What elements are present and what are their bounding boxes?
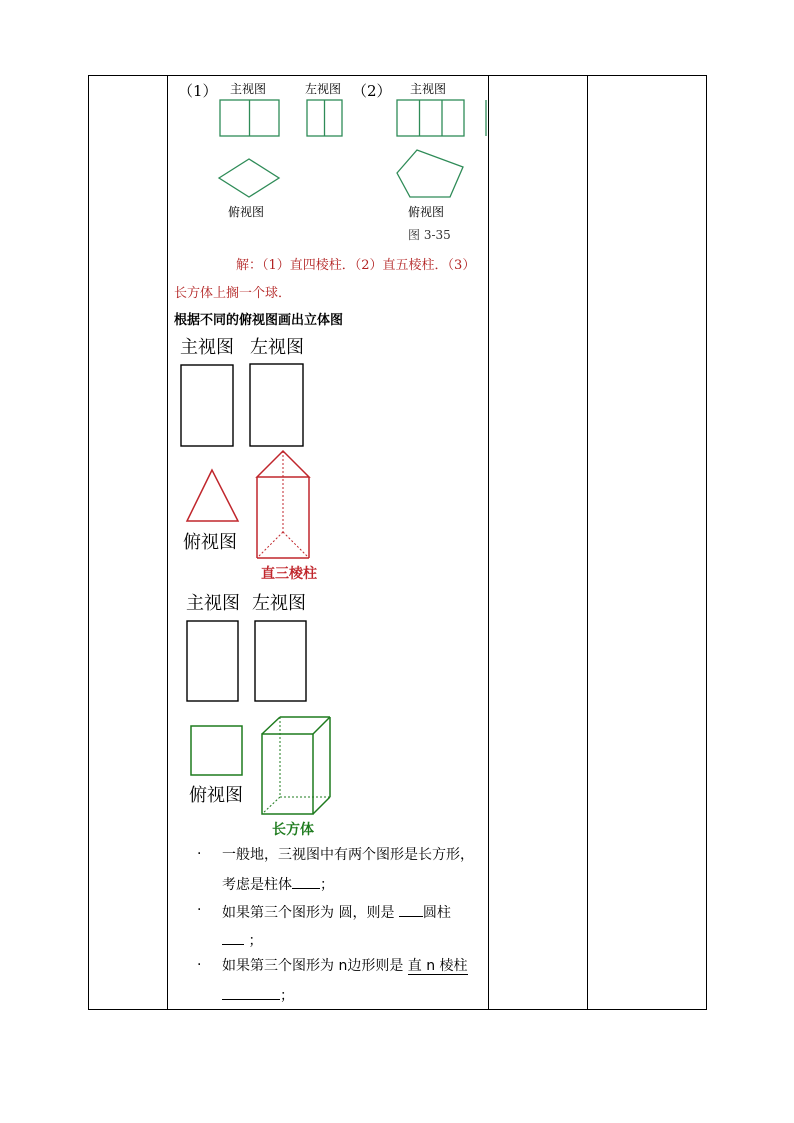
bullet-2-fill: 圆柱 [422, 905, 451, 921]
ex2-cuboid-solid [262, 717, 330, 814]
ex2-front-view-label: 主视图 [186, 593, 240, 614]
bullet-2-blank-lead [399, 902, 423, 917]
bullet-1-line-1: 一般地，三视图中有两个图形是长方形， [222, 847, 474, 863]
ex2-cuboid-hidden-edges [262, 717, 330, 814]
ex1-top-view-label: 俯视图 [183, 532, 237, 553]
fig-label-1: （1） [178, 82, 218, 100]
answer-line-1: 解：（1）直四棱柱．（2）直五棱柱．（3） [236, 258, 476, 273]
ex2-front-view [187, 621, 238, 701]
bullet-2-line-2 [222, 930, 262, 950]
bullet-3-blank-tail [222, 985, 280, 1000]
fig2-front-view-label: 主视图 [410, 82, 447, 96]
bullet-2-end: ； [244, 933, 263, 949]
ex2-left-view-label: 左视图 [252, 593, 306, 614]
table-bottom-border [88, 1009, 707, 1010]
fig1-left-view-label: 左视图 [305, 82, 342, 96]
ex2-top-view [191, 726, 242, 775]
bullet-3-line-2 [222, 985, 294, 1005]
ex1-front-view-label: 主视图 [180, 337, 234, 358]
bullet-3-marker: · [197, 957, 202, 973]
bullet-3-end: ； [280, 988, 294, 1004]
bullet-2-line-1 [222, 902, 451, 922]
bullet-3-text: 如果第三个图形为 n边形则是 [222, 958, 408, 974]
ex1-solid-name: 直三棱柱 [261, 566, 317, 582]
bullet-1-blank [292, 874, 320, 889]
bullet-3-line-1 [222, 957, 468, 975]
bullet-2-text: 如果第三个图形为 圆，则是 [222, 905, 399, 921]
ex2-solid-name: 长方体 [272, 822, 314, 838]
fig2-top-view-label: 俯视图 [408, 205, 445, 219]
bullet-1-end: ； [320, 877, 334, 893]
bullet-1-marker: · [197, 846, 202, 862]
bullet-3-fill: 直 n 棱柱 [407, 958, 468, 974]
fig-label-2: （2） [352, 82, 392, 100]
bullet-1-line-2 [222, 874, 334, 894]
answer-line-2: 长方体上搁一个球． [174, 286, 292, 301]
ex1-left-view-label: 左视图 [250, 337, 304, 358]
ex2-top-view-label: 俯视图 [189, 785, 243, 806]
fig1-top-view-label: 俯视图 [228, 205, 265, 219]
bullet-1-text: 考虑是柱体 [222, 877, 292, 893]
section-title: 根据不同的俯视图画出立体图 [174, 313, 344, 328]
bullet-2-marker: · [197, 902, 202, 918]
ex2-left-view [255, 621, 306, 701]
bullet-2-blank-tail [222, 930, 244, 945]
fig1-front-view-label: 主视图 [230, 82, 267, 96]
figure-caption: 图 3-35 [408, 228, 451, 242]
